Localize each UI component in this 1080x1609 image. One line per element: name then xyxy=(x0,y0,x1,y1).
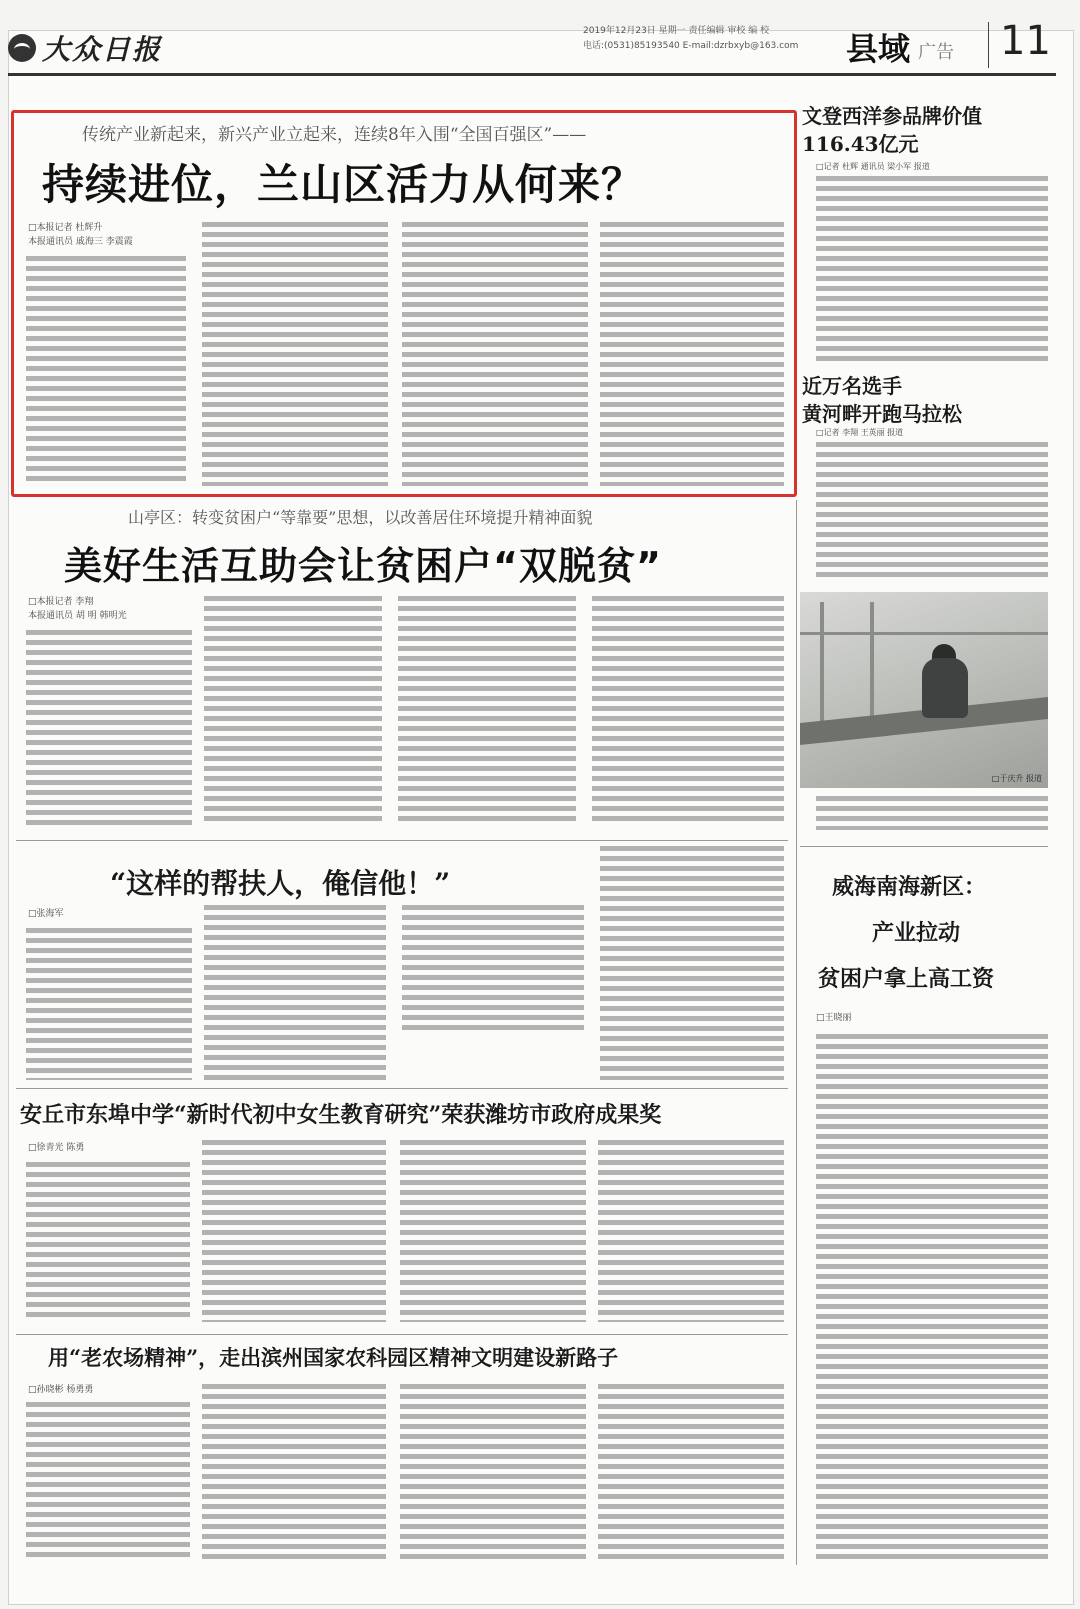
sidebar-story2-title-1: 近万名选手 xyxy=(802,374,902,398)
section-subtitle: 广告 xyxy=(918,42,954,63)
second-text-col-2 xyxy=(204,596,382,826)
news-photo xyxy=(800,592,1048,788)
third-text-col-1 xyxy=(26,928,192,1080)
fifth-text-col-1 xyxy=(26,1402,190,1562)
third-headline: “这样的帮扶人，俺信他！” xyxy=(110,867,451,900)
fourth-text-col-3 xyxy=(400,1140,586,1322)
sidebar-story2-text xyxy=(816,442,1048,582)
sidebar-story2-title-2: 黄河畔开跑马拉松 xyxy=(802,402,962,426)
photo-caption xyxy=(816,796,1048,830)
sidebar-story1-title-2: 116.43亿元 xyxy=(802,132,919,156)
fourth-byline: □徐青光 陈勇 xyxy=(28,1143,85,1153)
fifth-text-col-2 xyxy=(202,1384,386,1562)
sidebar-story3-text xyxy=(816,1034,1048,1562)
sidebar-story1-title-1: 文登西洋参品牌价值 xyxy=(802,104,982,128)
second-kicker: 山亭区：转变贫困户“等靠要”思想，以改善居住环境提升精神面貌 xyxy=(128,508,593,527)
photo-scaffold-3 xyxy=(800,632,1048,635)
lead-kicker: 传统产业新起来，新兴产业立起来，连续8年入围“全国百强区”—— xyxy=(82,125,587,145)
fourth-text-col-4 xyxy=(598,1140,784,1322)
fifth-byline: □孙晓彬 杨勇勇 xyxy=(28,1385,94,1395)
photo-scaffold-2 xyxy=(870,602,874,732)
masthead-contact-line: 电话:(0531)85193540 E-mail:dzrbxyb@163.com xyxy=(583,41,799,51)
section-name: 县域 xyxy=(846,30,911,68)
third-byline: □张海军 xyxy=(28,909,64,919)
lead-text-col-2 xyxy=(202,222,388,486)
sidebar-story3-title-3: 贫困户拿上高工资 xyxy=(818,966,995,992)
logo-text: 大众日报 xyxy=(42,33,163,66)
lead-text-col-4 xyxy=(600,222,784,486)
sidebar-story3-title-1: 威海南海新区： xyxy=(832,874,987,900)
fourth-headline: 安丘市东埠中学“新时代初中女生教育研究”荣获潍坊市政府成果奖 xyxy=(20,1102,662,1128)
fourth-text-col-2 xyxy=(202,1140,386,1322)
photo-scaffold-1 xyxy=(820,602,824,732)
second-text-col-1 xyxy=(26,630,192,826)
lead-headline: 持续进位，兰山区活力从何来？ xyxy=(42,160,645,209)
sidebar-story3-title-2: 产业拉动 xyxy=(872,920,961,946)
lead-byline-2: 本报通讯员 戚海三 李震霞 xyxy=(28,237,133,247)
page-number: 11 xyxy=(1000,18,1051,64)
third-text-col-4 xyxy=(600,846,784,1080)
second-byline-1: □本报记者 李翔 xyxy=(28,597,94,607)
third-text-col-3 xyxy=(402,905,584,1035)
masthead-info xyxy=(583,24,823,54)
sidebar-separator xyxy=(796,500,797,1565)
divider-rule-3 xyxy=(16,1334,788,1335)
fifth-headline: 用“老农场精神”，走出滨州国家农科园区精神文明建设新路子 xyxy=(48,1345,619,1370)
lead-text-col-1 xyxy=(26,256,186,486)
lead-byline-1: □本报记者 杜辉升 xyxy=(28,223,103,233)
photo-credit: □于庆升 报道 xyxy=(991,774,1042,783)
fifth-text-col-3 xyxy=(400,1384,586,1562)
second-text-col-3 xyxy=(398,596,576,826)
masthead-date-line: 2019年12月23日 星期一 责任编辑 审校 编 校 xyxy=(583,26,770,36)
second-headline: 美好生活互助会让贫困户“双脱贫” xyxy=(64,544,662,588)
second-text-col-4 xyxy=(592,596,784,826)
second-byline-2: 本报通讯员 胡 明 韩明光 xyxy=(28,611,127,621)
sidebar-story3-byline: □王晓丽 xyxy=(816,1013,852,1023)
photo-worker xyxy=(922,658,968,718)
newspaper-logo xyxy=(8,28,162,68)
divider-rule-1 xyxy=(16,840,788,841)
fifth-text-col-4 xyxy=(598,1384,784,1562)
logo-mark-icon xyxy=(8,34,36,62)
lead-text-col-3 xyxy=(402,222,588,486)
masthead xyxy=(8,16,1056,76)
sidebar-story1-byline: □记者 杜辉 通讯员 梁小军 报道 xyxy=(816,162,930,171)
sidebar-story2-byline: □记者 李翔 王英丽 报道 xyxy=(816,428,904,437)
third-text-col-2 xyxy=(204,905,386,1080)
masthead-divider xyxy=(988,22,989,68)
divider-rule-2 xyxy=(16,1088,788,1089)
fourth-text-col-1 xyxy=(26,1162,190,1322)
sidebar-story1-text xyxy=(816,176,1048,364)
sidebar-rule xyxy=(800,846,1048,847)
